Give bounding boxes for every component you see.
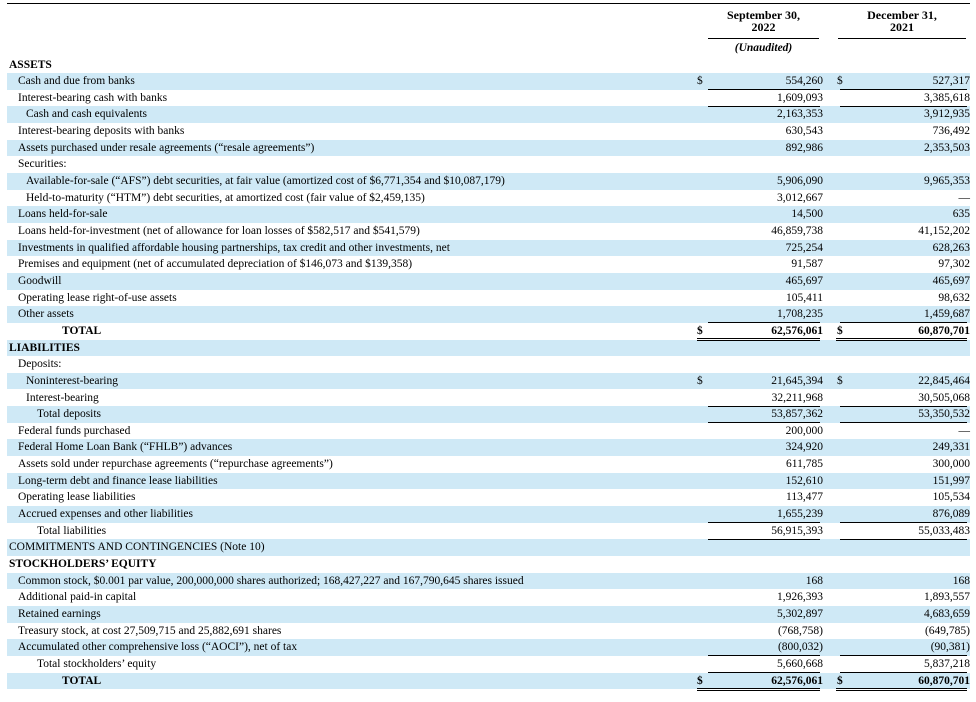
table-row <box>7 623 970 640</box>
value-dec-2021: 98,632 <box>938 291 970 304</box>
value-sep-2022: 152,610 <box>785 474 823 487</box>
value-dec-2021: 465,697 <box>932 274 970 287</box>
value-sep-2022: (800,032) <box>777 641 823 654</box>
value-dec-2021: 9,965,353 <box>924 175 970 188</box>
table-row <box>7 439 970 456</box>
value-dec-2021: 1,459,687 <box>924 308 970 321</box>
unaudited-note: (Unaudited) <box>734 42 793 54</box>
row-label: TOTAL <box>62 324 102 337</box>
column-header-line: December 31, <box>867 8 937 22</box>
table-row <box>7 223 970 240</box>
value-dec-2021: — <box>958 424 970 437</box>
value-sep-2022: 46,859,738 <box>771 225 823 237</box>
value-sep-2022: 56,915,393 <box>771 524 823 537</box>
table-row <box>7 240 970 257</box>
row-label: LIABILITIES <box>9 341 80 354</box>
header-underline <box>708 38 819 39</box>
row-label: Operating lease right-of-use assets <box>18 291 177 304</box>
value-dec-2021: 60,870,701 <box>918 324 970 337</box>
row-label: Interest-bearing deposits with banks <box>18 125 185 138</box>
table-row <box>7 573 970 590</box>
row-label: ASSETS <box>9 58 52 71</box>
value-sep-2022: 1,926,393 <box>777 591 823 604</box>
row-label: Total stockholders’ equity <box>37 657 157 670</box>
value-sep-2022: 113,477 <box>786 491 823 504</box>
table-row <box>7 556 970 573</box>
subtotal-rule <box>708 106 820 107</box>
row-label: Total deposits <box>37 408 102 421</box>
row-label: Loans held-for-investment (net of allowance for loan losses of $582,517 and $541,579) <box>18 225 420 237</box>
value-sep-2022: 1,609,093 <box>777 91 823 104</box>
currency-symbol: $ <box>697 674 703 687</box>
value-dec-2021: 1,893,557 <box>924 591 970 604</box>
table-row <box>7 323 970 340</box>
table-row <box>7 273 970 290</box>
table-row <box>7 356 970 373</box>
table-row <box>7 373 970 390</box>
value-dec-2021: 4,683,659 <box>924 607 970 620</box>
value-dec-2021: 5,837,218 <box>924 657 970 670</box>
currency-symbol: $ <box>837 324 843 337</box>
table-row <box>7 506 970 523</box>
subtotal-rule <box>708 522 820 523</box>
table-row <box>7 340 970 357</box>
subtotal-rule <box>708 539 820 540</box>
subtotal-rule <box>840 522 967 523</box>
value-sep-2022: 105,411 <box>786 291 823 304</box>
value-dec-2021: 55,033,483 <box>918 524 970 537</box>
value-sep-2022: 1,708,235 <box>777 308 823 321</box>
table-row <box>7 57 970 74</box>
currency-symbol: $ <box>697 374 703 387</box>
table-row <box>7 123 970 140</box>
row-label: Cash and due from banks <box>18 75 135 88</box>
row-label: Common stock, $0.001 par value, 200,000,000 shares authorized; 168,427,227 and 167,790,645 shares issued <box>18 574 524 587</box>
table-row <box>7 73 970 90</box>
column-header-year: 2022 <box>751 20 776 34</box>
table-row <box>7 140 970 157</box>
table-row <box>7 206 970 223</box>
row-label: STOCKHOLDERS’ EQUITY <box>9 558 157 570</box>
value-dec-2021: 2,353,503 <box>924 141 970 154</box>
value-sep-2022: 465,697 <box>785 274 823 287</box>
value-dec-2021: 60,870,701 <box>918 674 970 687</box>
row-label: Accumulated other comprehensive loss (“AOCI”), net of tax <box>18 641 298 654</box>
total-double-rule <box>836 688 967 691</box>
value-sep-2022: 725,254 <box>785 241 823 254</box>
table-row <box>7 523 970 540</box>
column-header-sep-2022 <box>708 9 819 33</box>
header-underline <box>838 38 966 39</box>
currency-symbol: $ <box>697 324 703 337</box>
currency-symbol: $ <box>837 674 843 687</box>
row-label: Interest-bearing cash with banks <box>18 91 168 104</box>
row-label: Additional paid-in capital <box>18 591 137 604</box>
table-row <box>7 406 970 423</box>
value-sep-2022: (768,758) <box>777 624 823 637</box>
value-dec-2021: 249,331 <box>932 441 970 454</box>
subtotal-rule <box>708 89 820 90</box>
row-label: Federal funds purchased <box>18 424 131 437</box>
value-sep-2022: 32,211,968 <box>771 391 823 404</box>
value-dec-2021: 628,263 <box>932 241 970 254</box>
value-dec-2021: 22,845,464 <box>918 374 970 387</box>
total-double-rule <box>697 688 820 691</box>
value-sep-2022: 5,660,668 <box>777 657 823 670</box>
value-dec-2021: 300,000 <box>932 458 970 471</box>
value-dec-2021: 876,089 <box>932 508 970 521</box>
value-sep-2022: 200,000 <box>785 424 823 437</box>
row-label: Deposits: <box>18 358 62 371</box>
row-label: Assets sold under repurchase agreements (“repurchase agreements”) <box>18 458 333 471</box>
currency-symbol: $ <box>837 374 843 387</box>
row-label: Retained earnings <box>18 607 101 620</box>
subtotal-rule <box>840 89 967 90</box>
table-row <box>7 256 970 273</box>
subtotal-rule <box>840 322 967 323</box>
subtotal-rule <box>840 539 967 540</box>
row-label: Loans held-for-sale <box>18 208 108 221</box>
row-label: Premises and equipment (net of accumulated depreciation of $146,073 and $139,358) <box>18 258 413 271</box>
subtotal-rule <box>840 672 967 673</box>
subtotal-rule <box>708 322 820 323</box>
table-row <box>7 489 970 506</box>
value-dec-2021: 105,534 <box>932 491 970 504</box>
subtotal-rule <box>708 422 820 423</box>
total-double-rule <box>697 338 820 341</box>
value-sep-2022: 5,906,090 <box>777 175 823 188</box>
value-sep-2022: 62,576,061 <box>771 674 823 687</box>
row-label: Cash and cash equivalents <box>26 108 148 121</box>
table-row <box>7 390 970 407</box>
value-dec-2021: 527,317 <box>932 75 970 88</box>
value-sep-2022: 14,500 <box>791 208 823 221</box>
top-rule <box>7 3 970 4</box>
row-label: Interest-bearing <box>26 391 99 404</box>
row-label: Securities: <box>18 158 67 171</box>
row-label: Treasury stock, at cost 27,509,715 and 25,882,691 shares <box>18 624 282 637</box>
value-sep-2022: 892,986 <box>785 141 823 154</box>
value-dec-2021: 53,350,532 <box>918 408 970 421</box>
value-sep-2022: 168 <box>805 574 823 587</box>
subtotal-rule <box>840 406 967 407</box>
table-row <box>7 423 970 440</box>
table-row <box>7 639 970 656</box>
row-label: Available-for-sale (“AFS”) debt securities, at fair value (amortized cost of $6,771,354 and $10,087,179) <box>26 175 505 188</box>
table-row <box>7 673 970 690</box>
subtotal-rule <box>840 655 967 656</box>
value-dec-2021: 3,385,618 <box>924 91 970 104</box>
column-header-dec-2021 <box>838 9 966 33</box>
table-row <box>7 589 970 606</box>
row-label: COMMITMENTS AND CONTINGENCIES (Note 10) <box>9 541 265 554</box>
table-row <box>7 290 970 307</box>
row-label: Assets purchased under resale agreements (“resale agreements”) <box>18 141 315 154</box>
value-sep-2022: 611,785 <box>786 458 823 471</box>
value-sep-2022: 21,645,394 <box>771 374 823 387</box>
currency-symbol: $ <box>837 75 843 88</box>
value-dec-2021: 151,997 <box>932 474 970 487</box>
row-label: Accrued expenses and other liabilities <box>18 508 193 521</box>
value-sep-2022: 5,302,897 <box>777 607 823 620</box>
value-dec-2021: 41,152,202 <box>918 225 970 237</box>
subtotal-rule <box>708 672 820 673</box>
value-sep-2022: 2,163,353 <box>777 108 823 121</box>
value-sep-2022: 62,576,061 <box>771 324 823 337</box>
row-label: Federal Home Loan Bank (“FHLB”) advances <box>18 441 233 454</box>
table-row <box>7 156 970 173</box>
table-row <box>7 106 970 123</box>
column-header-year: 2021 <box>890 20 914 34</box>
subtotal-rule <box>840 422 967 423</box>
row-label: Total liabilities <box>37 524 107 537</box>
table-row <box>7 456 970 473</box>
row-label: Operating lease liabilities <box>18 491 136 504</box>
value-dec-2021: 3,912,935 <box>924 108 970 121</box>
value-dec-2021: (649,785) <box>924 624 970 637</box>
row-label: Investments in qualified affordable housing partnerships, tax credit and other investments, net <box>18 241 450 254</box>
total-double-rule <box>836 338 967 341</box>
value-sep-2022: 324,920 <box>785 441 823 454</box>
value-dec-2021: 736,492 <box>932 125 970 138</box>
value-sep-2022: 53,857,362 <box>771 408 823 421</box>
value-sep-2022: 91,587 <box>791 258 823 271</box>
table-row <box>7 473 970 490</box>
row-label: Held-to-maturity (“HTM”) debt securities, at amortized cost (fair value of $2,459,135) <box>26 191 425 204</box>
subtotal-rule <box>708 655 820 656</box>
row-label: TOTAL <box>62 674 102 687</box>
row-label: Other assets <box>18 308 74 321</box>
table-row <box>7 190 970 207</box>
value-sep-2022: 630,543 <box>785 125 823 138</box>
table-row <box>7 656 970 673</box>
subtotal-rule <box>708 406 820 407</box>
row-label: Goodwill <box>18 274 62 287</box>
value-sep-2022: 3,012,667 <box>777 191 823 204</box>
table-row <box>7 306 970 323</box>
currency-symbol: $ <box>697 75 703 88</box>
subtotal-rule <box>840 106 967 107</box>
row-label: Long-term debt and finance lease liabilities <box>18 474 218 487</box>
value-dec-2021: 30,505,068 <box>918 391 970 404</box>
table-row <box>7 539 970 556</box>
value-sep-2022: 1,655,239 <box>777 508 823 521</box>
value-sep-2022: 554,260 <box>785 75 823 88</box>
column-header-line: September 30, <box>726 8 801 22</box>
value-dec-2021: (90,381) <box>930 641 970 654</box>
table-row <box>7 173 970 190</box>
value-dec-2021: 168 <box>952 574 970 587</box>
value-dec-2021: 97,302 <box>938 258 970 271</box>
value-dec-2021: 635 <box>952 208 970 221</box>
table-row <box>7 90 970 107</box>
value-dec-2021: — <box>958 191 970 204</box>
row-label: Noninterest-bearing <box>26 374 118 387</box>
table-row <box>7 606 970 623</box>
